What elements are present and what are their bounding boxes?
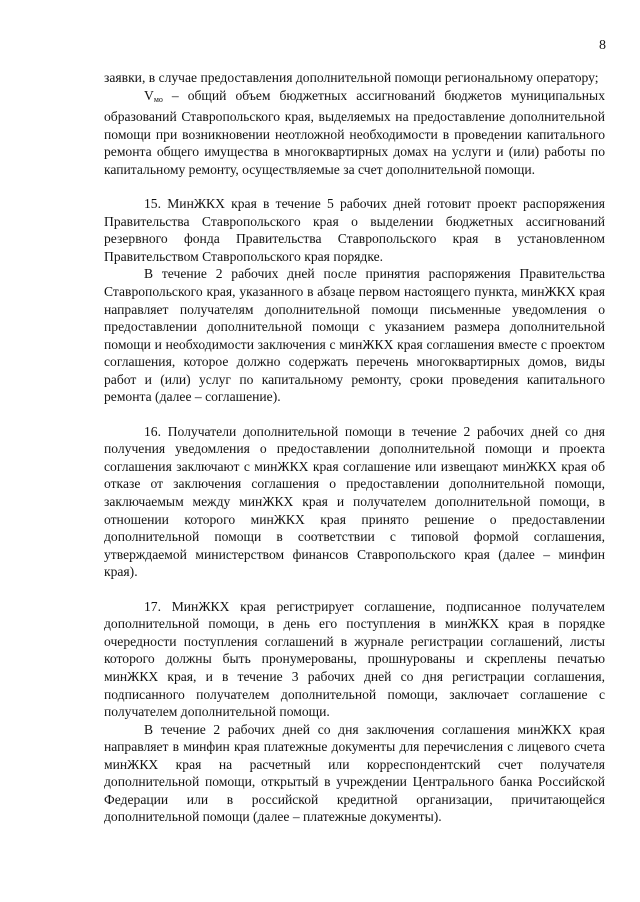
paragraph-volume-definition bbox=[104, 87, 605, 179]
paragraph-clause-15-notification: В течение 2 рабочих дней после принятия распоряжения Правительства Ставропольского края, указанного в абзаце первом настоящего пункта, минЖКХ края направляет получателям дополнительной помощи письменные уведомления о предоставлении дополнительной помощи с указанием размера дополнительной помощи и необходимости заключения с минЖКХ края соглашения вместе с проектом соглашения, которое должно содержать перечень многоквартирных домов, виды работ и (или) услуг по капитальному ремонту, сроки проведения капитального ремонта (далее – соглашение). bbox=[104, 266, 605, 405]
paragraph-continuation: заявки, в случае предоставления дополнительной помощи региональному оператору; bbox=[104, 70, 599, 85]
paragraph-clause-16: 16. Получатели дополнительной помощи в течение 2 рабочих дней со дня получения уведомления о предоставлении дополнительной помощи и проекта соглашения заключают с минЖКХ края соглашение или извещают минЖКХ края об отказе от заключения соглашения о предоставлении дополнительной помощи, заключаемым между минЖКХ края и получателем дополнительной помощи, в отношении которого минЖКХ края принято решение о предоставлении дополнительной помощи в соответствии с типовой формой соглашения, утверждаемой министерством финансов Ставропольского края (далее – минфин края). bbox=[104, 423, 605, 580]
volume-definition-text: – общий объем бюджетных ассигнований бюджетов муниципальных образований Ставропольского края, выделяемых на предоставление дополнительной помощи при возникновении неотложной необходимости в проведении капитального ремонта общего имущества в многоквартирных домах на услуги и (или) работы по капитальному ремонту, осуществляемые за счет дополнительной помощи. bbox=[104, 87, 605, 177]
paragraph-clause-17: 17. МинЖКХ края регистрирует соглашение, подписанное получателем дополнительной помощи, в день его поступления в минЖКХ края в порядке очередности поступления соглашений в журнале регистрации соглашений, листы которого должны быть пронумерованы, прошнурованы и скреплены печатью минЖКХ края, и в течение 3 рабочих дней со дня регистрации соглашения, подписанного получателем дополнительной помощи, заключает соглашение с получателем дополнительной помощи. bbox=[104, 598, 605, 720]
volume-subscript: мо bbox=[153, 94, 163, 104]
document-body bbox=[104, 69, 605, 826]
volume-symbol: V bbox=[144, 87, 154, 103]
paragraph-clause-17-payment: В течение 2 рабочих дней со дня заключения соглашения минЖКХ края направляет в минфин края платежные документы для перечисления с лицевого счета минЖКХ края на расчетный или корреспондентский счет получателя дополнительной помощи, открытый в учреждении Центрального банка Российской Федерации или в российской кредитной организации, причитающейся дополнительной помощи (далее – платежные документы). bbox=[104, 721, 605, 825]
page-number: 8 bbox=[599, 38, 606, 53]
paragraph-clause-15: 15. МинЖКХ края в течение 5 рабочих дней готовит проект распоряжения Правительства Ставропольского края о выделении бюджетных ассигнований резервного фонда Правительства Ставропольского края в установленном Правительством Ставропольского края порядке. bbox=[104, 196, 605, 264]
